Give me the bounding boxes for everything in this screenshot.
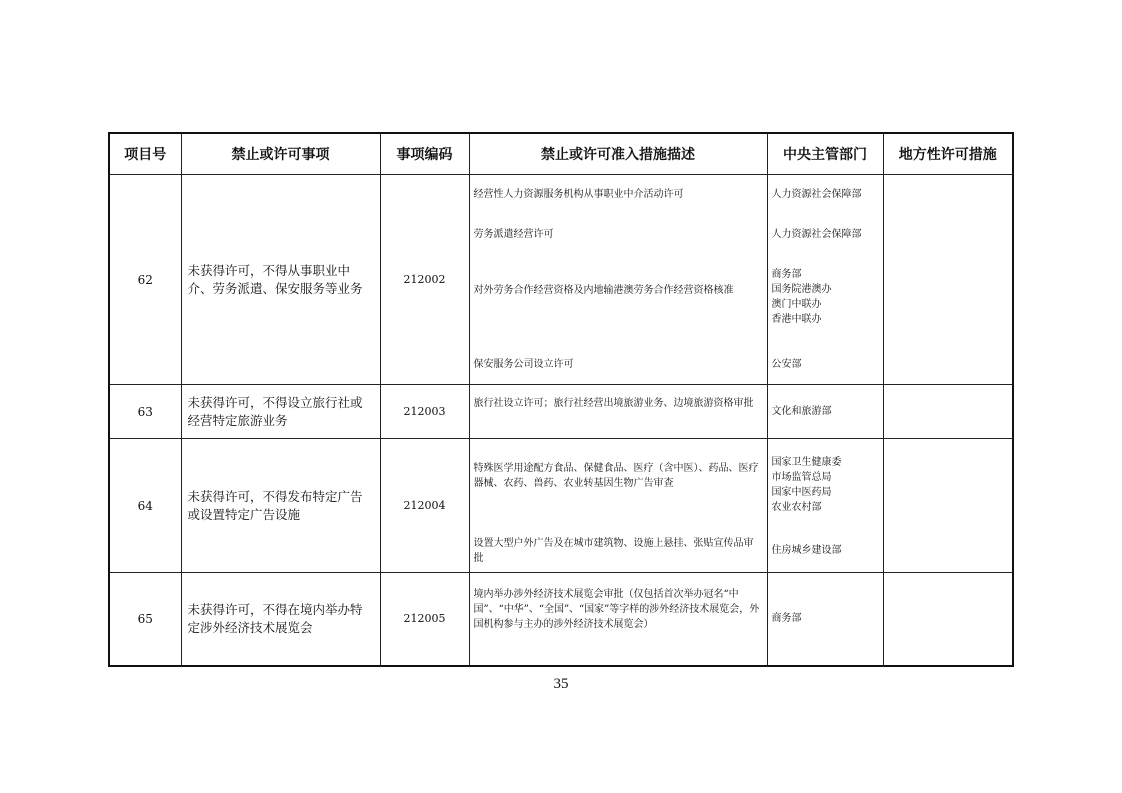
department-text: 公安部	[771, 359, 802, 370]
measure-text: 保安服务公司设立许可	[473, 359, 574, 370]
department-text: 文化和旅游部	[771, 406, 832, 417]
matter-text: 未获得许可，不得发布特定广告或设置特定广告设施	[181, 439, 380, 573]
local-measures-cell	[883, 385, 1013, 439]
header-matter: 禁止或许可事项	[181, 133, 380, 175]
department-text: 商务部	[771, 613, 802, 624]
table-row	[109, 439, 1013, 573]
item-number: 65	[109, 573, 181, 666]
matter-text: 未获得许可，不得从事职业中介、劳务派遣、保安服务等业务	[181, 175, 380, 385]
department-text: 国家卫生健康委 市场监管总局 国家中医药局 农业农村部	[771, 457, 842, 513]
matter-code: 212002	[380, 175, 469, 385]
header-code: 事项编码	[380, 133, 469, 175]
table-row	[109, 385, 1013, 439]
department-text: 人力资源社会保障部	[771, 229, 862, 240]
header-row	[109, 133, 1013, 175]
measure-description-cell	[469, 385, 767, 439]
measure-text: 劳务派遣经营许可	[473, 229, 554, 240]
measure-description-cell	[469, 439, 767, 573]
matter-text: 未获得许可，不得在境内举办特定涉外经济技术展览会	[181, 573, 380, 666]
page-number: 35	[553, 676, 569, 692]
department-cell	[767, 573, 883, 666]
measure-description-cell	[469, 175, 767, 385]
permit-table	[108, 132, 1014, 667]
matter-code: 212004	[380, 439, 469, 573]
matter-code: 212003	[380, 385, 469, 439]
department-text: 商务部 国务院港澳办 澳门中联办 香港中联办	[771, 269, 832, 325]
header-department: 中央主管部门	[767, 133, 883, 175]
header-item-number: 项目号	[109, 133, 181, 175]
matter-code: 212005	[380, 573, 469, 666]
department-text: 住房城乡建设部	[771, 545, 842, 556]
department-cell	[767, 175, 883, 385]
local-measures-cell	[883, 573, 1013, 666]
measure-text: 境内举办涉外经济技术展览会审批（仅包括首次举办冠名“中国”、“中华”、“全国”、“国家”等字样的涉外经济技术展览会，外国机构参与主办的涉外经济技术展览会）	[473, 589, 760, 630]
matter-text: 未获得许可，不得设立旅行社或经营特定旅游业务	[181, 385, 380, 439]
measure-text: 设置大型户外广告及在城市建筑物、设施上悬挂、张贴宣传品审批	[473, 538, 754, 564]
department-cell	[767, 439, 883, 573]
header-description: 禁止或许可准入措施描述	[469, 133, 767, 175]
measure-description-cell	[469, 573, 767, 666]
table-row	[109, 573, 1013, 666]
department-cell	[767, 385, 883, 439]
table-row	[109, 175, 1013, 385]
measure-text: 特殊医学用途配方食品、保健食品、医疗（含中医）、药品、医疗器械、农药、兽药、农业转基因生物广告审查	[473, 463, 759, 489]
measure-text: 对外劳务合作经营资格及内地输港澳劳务合作经营资格核准	[473, 285, 734, 296]
department-text: 人力资源社会保障部	[771, 189, 862, 200]
measure-text: 旅行社设立许可；旅行社经营出境旅游业务、边境旅游资格审批	[473, 398, 754, 409]
local-measures-cell	[883, 175, 1013, 385]
item-number: 62	[109, 175, 181, 385]
measure-text: 经营性人力资源服务机构从事职业中介活动许可	[473, 189, 684, 200]
item-number: 64	[109, 439, 181, 573]
local-measures-cell	[883, 439, 1013, 573]
header-local-measures: 地方性许可措施	[883, 133, 1013, 175]
item-number: 63	[109, 385, 181, 439]
